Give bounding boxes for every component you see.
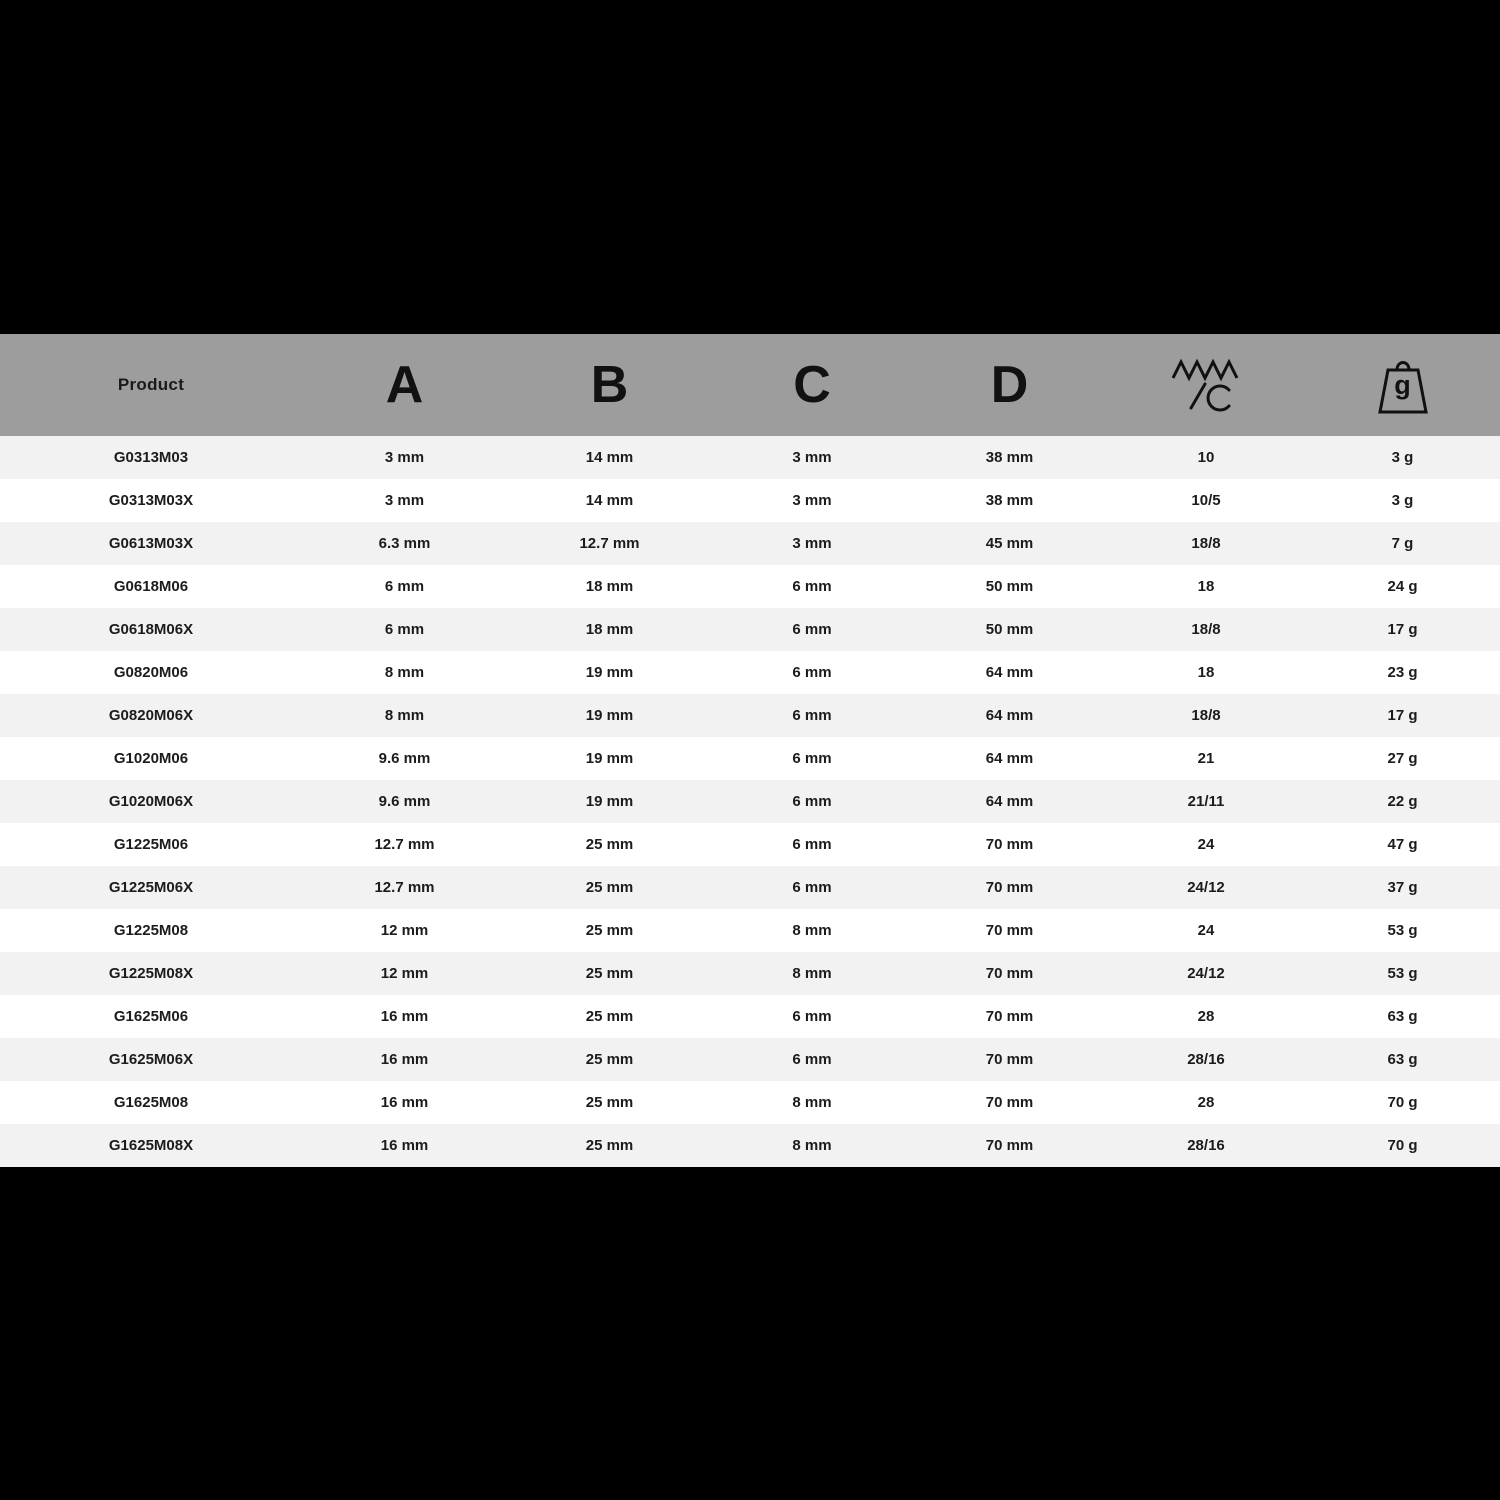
cell-b: 18 mm — [507, 565, 712, 608]
cell-weight: 27 g — [1305, 737, 1500, 780]
cell-c: 6 mm — [712, 1038, 912, 1081]
table-row — [0, 866, 1500, 909]
cell-threads: 18/8 — [1107, 694, 1305, 737]
cell-a: 12.7 mm — [302, 823, 507, 866]
cell-c: 3 mm — [712, 522, 912, 565]
cell-threads: 21/11 — [1107, 780, 1305, 823]
cell-b: 19 mm — [507, 780, 712, 823]
cell-a: 6 mm — [302, 565, 507, 608]
cell-product[interactable]: G0313M03 — [0, 436, 302, 479]
cell-d: 70 mm — [912, 995, 1107, 1038]
cell-threads: 28/16 — [1107, 1124, 1305, 1167]
cell-d: 70 mm — [912, 952, 1107, 995]
cell-b: 25 mm — [507, 1124, 712, 1167]
table-row — [0, 1038, 1500, 1081]
column-header-a: A — [302, 334, 507, 436]
cell-a: 9.6 mm — [302, 780, 507, 823]
cell-weight: 70 g — [1305, 1124, 1500, 1167]
cell-d: 70 mm — [912, 1124, 1107, 1167]
cell-weight: 53 g — [1305, 952, 1500, 995]
cell-product[interactable]: G0313M03X — [0, 479, 302, 522]
cell-threads: 18/8 — [1107, 522, 1305, 565]
cell-c: 6 mm — [712, 780, 912, 823]
table-body — [0, 436, 1500, 1167]
cell-threads: 18 — [1107, 565, 1305, 608]
cell-d: 38 mm — [912, 479, 1107, 522]
threads-per-inch-icon — [1107, 334, 1305, 436]
cell-product[interactable]: G1625M06 — [0, 995, 302, 1038]
cell-product[interactable]: G1625M06X — [0, 1038, 302, 1081]
cell-product[interactable]: G1225M08X — [0, 952, 302, 995]
cell-a: 3 mm — [302, 436, 507, 479]
cell-b: 25 mm — [507, 952, 712, 995]
column-header-weight — [1305, 334, 1500, 436]
cell-a: 8 mm — [302, 651, 507, 694]
cell-a: 12.7 mm — [302, 866, 507, 909]
cell-c: 6 mm — [712, 651, 912, 694]
cell-b: 18 mm — [507, 608, 712, 651]
cell-c: 3 mm — [712, 436, 912, 479]
cell-b: 19 mm — [507, 694, 712, 737]
cell-threads: 21 — [1107, 737, 1305, 780]
cell-product[interactable]: G1625M08X — [0, 1124, 302, 1167]
weight-icon-letter: g — [1394, 370, 1411, 400]
cell-b: 25 mm — [507, 866, 712, 909]
table-row — [0, 522, 1500, 565]
cell-weight: 53 g — [1305, 909, 1500, 952]
cell-weight: 24 g — [1305, 565, 1500, 608]
table-row — [0, 823, 1500, 866]
column-header-threads — [1107, 334, 1305, 436]
cell-c: 8 mm — [712, 952, 912, 995]
cell-a: 12 mm — [302, 909, 507, 952]
table-row — [0, 952, 1500, 995]
cell-product[interactable]: G1020M06X — [0, 780, 302, 823]
cell-threads: 24 — [1107, 823, 1305, 866]
cell-weight: 3 g — [1305, 479, 1500, 522]
cell-b: 19 mm — [507, 737, 712, 780]
cell-threads: 28 — [1107, 1081, 1305, 1124]
cell-product[interactable]: G1225M06X — [0, 866, 302, 909]
cell-b: 25 mm — [507, 1038, 712, 1081]
cell-a: 16 mm — [302, 995, 507, 1038]
cell-b: 25 mm — [507, 1081, 712, 1124]
product-spec-table — [0, 334, 1500, 1167]
cell-a: 16 mm — [302, 1081, 507, 1124]
cell-a: 8 mm — [302, 694, 507, 737]
cell-product[interactable]: G0618M06 — [0, 565, 302, 608]
table-row — [0, 780, 1500, 823]
spec-table-container — [0, 334, 1500, 1167]
table-header-row — [0, 334, 1500, 436]
cell-a: 6.3 mm — [302, 522, 507, 565]
cell-product[interactable]: G1225M08 — [0, 909, 302, 952]
column-header-d: D — [912, 334, 1107, 436]
cell-threads: 18/8 — [1107, 608, 1305, 651]
cell-c: 6 mm — [712, 737, 912, 780]
table-row — [0, 436, 1500, 479]
cell-d: 64 mm — [912, 737, 1107, 780]
cell-c: 6 mm — [712, 866, 912, 909]
cell-product[interactable]: G0613M03X — [0, 522, 302, 565]
cell-weight: 23 g — [1305, 651, 1500, 694]
cell-c: 6 mm — [712, 995, 912, 1038]
cell-weight: 47 g — [1305, 823, 1500, 866]
table-row — [0, 995, 1500, 1038]
cell-product[interactable]: G1225M06 — [0, 823, 302, 866]
cell-c: 6 mm — [712, 694, 912, 737]
column-header-b: B — [507, 334, 712, 436]
cell-a: 12 mm — [302, 952, 507, 995]
cell-b: 25 mm — [507, 823, 712, 866]
cell-c: 6 mm — [712, 565, 912, 608]
table-row — [0, 909, 1500, 952]
table-row — [0, 737, 1500, 780]
cell-b: 14 mm — [507, 436, 712, 479]
cell-d: 70 mm — [912, 823, 1107, 866]
cell-c: 3 mm — [712, 479, 912, 522]
cell-d: 64 mm — [912, 780, 1107, 823]
cell-weight: 3 g — [1305, 436, 1500, 479]
cell-threads: 18 — [1107, 651, 1305, 694]
table-row — [0, 608, 1500, 651]
column-header-c: C — [712, 334, 912, 436]
cell-b: 12.7 mm — [507, 522, 712, 565]
cell-weight: 63 g — [1305, 1038, 1500, 1081]
cell-weight: 63 g — [1305, 995, 1500, 1038]
cell-a: 16 mm — [302, 1038, 507, 1081]
cell-d: 50 mm — [912, 565, 1107, 608]
cell-c: 6 mm — [712, 823, 912, 866]
cell-weight: 22 g — [1305, 780, 1500, 823]
cell-product[interactable]: G0820M06X — [0, 694, 302, 737]
weight-grams-icon — [1305, 334, 1500, 436]
cell-d: 64 mm — [912, 651, 1107, 694]
cell-b: 25 mm — [507, 995, 712, 1038]
table-row — [0, 694, 1500, 737]
cell-threads: 10/5 — [1107, 479, 1305, 522]
table-row — [0, 1081, 1500, 1124]
cell-a: 16 mm — [302, 1124, 507, 1167]
table-row — [0, 565, 1500, 608]
cell-weight: 37 g — [1305, 866, 1500, 909]
cell-d: 70 mm — [912, 1081, 1107, 1124]
cell-d: 45 mm — [912, 522, 1107, 565]
cell-d: 50 mm — [912, 608, 1107, 651]
cell-b: 19 mm — [507, 651, 712, 694]
cell-weight: 70 g — [1305, 1081, 1500, 1124]
cell-threads: 10 — [1107, 436, 1305, 479]
table-row — [0, 479, 1500, 522]
cell-d: 38 mm — [912, 436, 1107, 479]
cell-c: 8 mm — [712, 1124, 912, 1167]
cell-weight: 7 g — [1305, 522, 1500, 565]
cell-threads: 24/12 — [1107, 866, 1305, 909]
cell-d: 70 mm — [912, 909, 1107, 952]
cell-threads: 24/12 — [1107, 952, 1305, 995]
cell-weight: 17 g — [1305, 694, 1500, 737]
cell-a: 9.6 mm — [302, 737, 507, 780]
cell-product[interactable]: G1020M06 — [0, 737, 302, 780]
column-header-product: Product — [0, 334, 302, 436]
cell-b: 25 mm — [507, 909, 712, 952]
cell-product[interactable]: G0820M06 — [0, 651, 302, 694]
table-row — [0, 651, 1500, 694]
cell-d: 64 mm — [912, 694, 1107, 737]
cell-c: 8 mm — [712, 909, 912, 952]
cell-weight: 17 g — [1305, 608, 1500, 651]
cell-a: 3 mm — [302, 479, 507, 522]
cell-c: 8 mm — [712, 1081, 912, 1124]
cell-d: 70 mm — [912, 866, 1107, 909]
cell-product[interactable]: G0618M06X — [0, 608, 302, 651]
cell-threads: 28 — [1107, 995, 1305, 1038]
cell-c: 6 mm — [712, 608, 912, 651]
cell-threads: 24 — [1107, 909, 1305, 952]
cell-d: 70 mm — [912, 1038, 1107, 1081]
table-row — [0, 1124, 1500, 1167]
table-header — [0, 334, 1500, 436]
cell-a: 6 mm — [302, 608, 507, 651]
cell-product[interactable]: G1625M08 — [0, 1081, 302, 1124]
cell-b: 14 mm — [507, 479, 712, 522]
cell-threads: 28/16 — [1107, 1038, 1305, 1081]
